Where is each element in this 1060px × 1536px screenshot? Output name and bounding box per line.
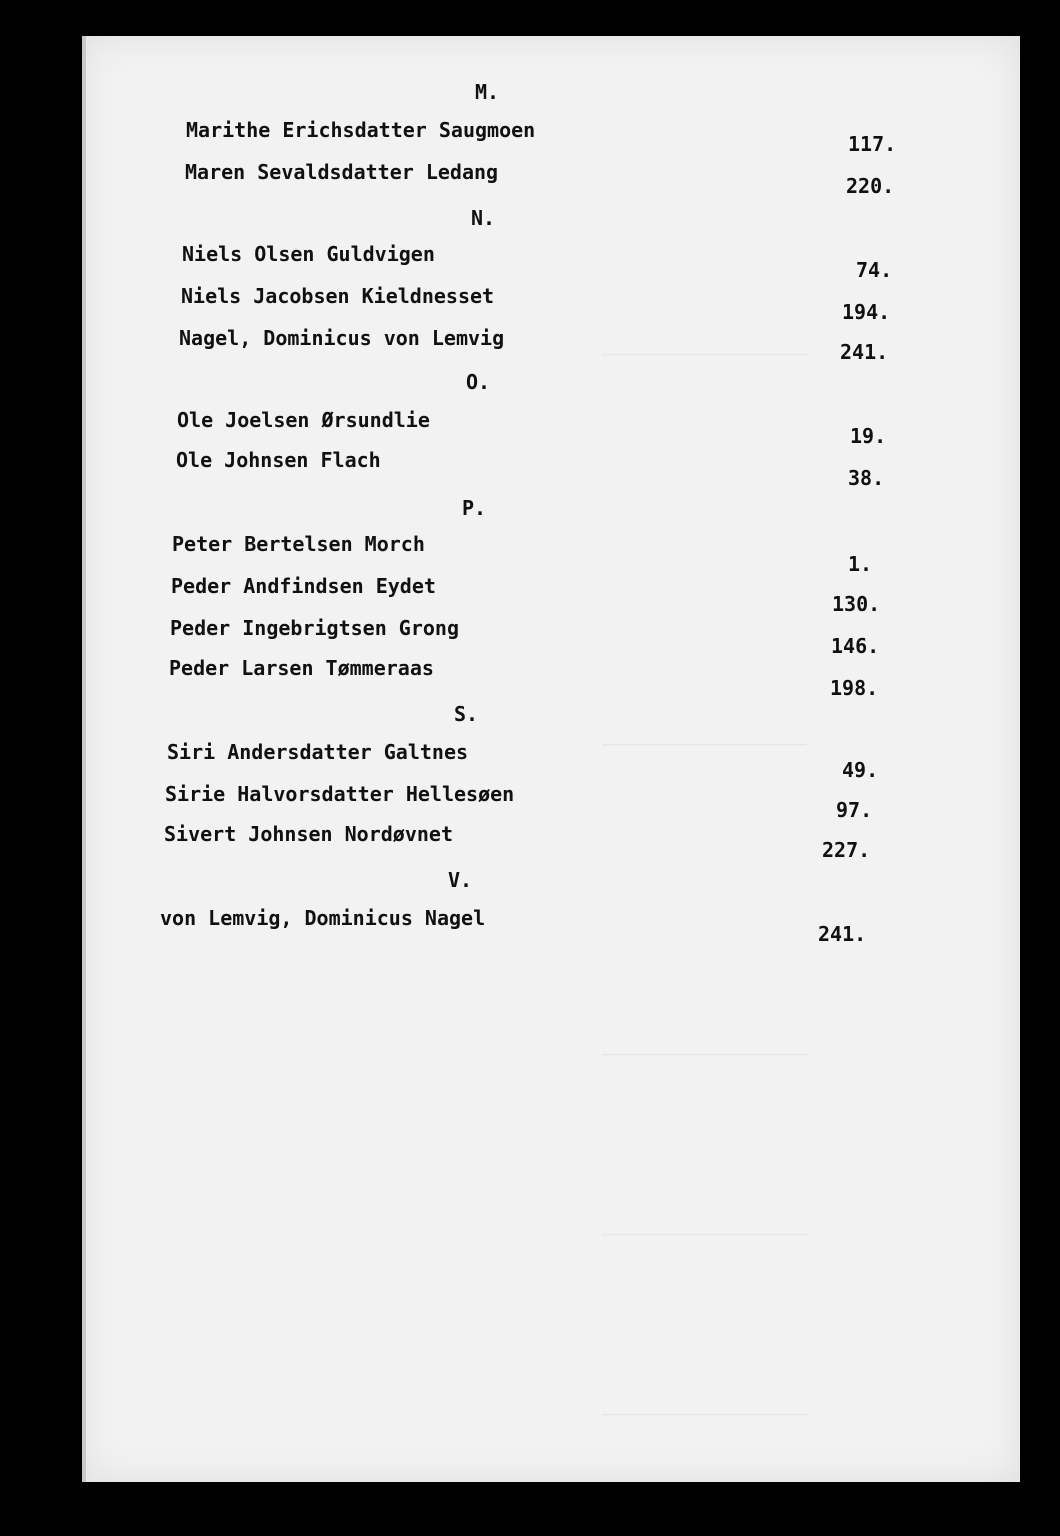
entry-name: Ole Joelsen Ørsundlie — [177, 408, 430, 432]
document-page — [82, 36, 1020, 1482]
bleed-through-text: ____________________ — [602, 1216, 807, 1236]
section-letter: P. — [462, 496, 487, 520]
entry-name: Marithe Erichsdatter Saugmoen — [186, 118, 536, 142]
entry-page: 146. — [831, 634, 880, 658]
section-letter: M. — [475, 80, 500, 104]
entry-name: Peder Ingebrigtsen Grong — [170, 616, 459, 640]
entry-page: 220. — [846, 174, 895, 198]
bleed-through-text: ____________________ — [602, 1036, 807, 1056]
page-edge — [82, 36, 86, 1482]
entry-name: Sirie Halvorsdatter Hellesøen — [165, 782, 515, 806]
entry-name: Siri Andersdatter Galtnes — [167, 740, 469, 764]
section-letter: O. — [466, 370, 491, 394]
entry-page: 38. — [848, 466, 885, 490]
entry-page: 19. — [850, 424, 887, 448]
section-letter: V. — [448, 868, 473, 892]
entry-page: 49. — [842, 758, 879, 782]
entry-page: 198. — [830, 676, 879, 700]
entry-page: 1. — [848, 552, 873, 576]
entry-name: Peter Bertelsen Morch — [172, 532, 425, 556]
bleed-through-text: ____________________ — [602, 336, 807, 356]
entry-name: Ole Johnsen Flach — [176, 448, 381, 472]
entry-page: 97. — [836, 798, 873, 822]
entry-page: 117. — [848, 132, 897, 156]
entry-name: von Lemvig, Dominicus Nagel — [160, 906, 486, 930]
entry-page: 241. — [818, 922, 867, 946]
entry-name: Peder Andfindsen Eydet — [171, 574, 436, 598]
entry-page: 227. — [822, 838, 871, 862]
entry-name: Niels Jacobsen Kieldnesset — [181, 284, 495, 308]
entry-name: Nagel, Dominicus von Lemvig — [179, 326, 505, 350]
entry-name: Niels Olsen Guldvigen — [182, 242, 435, 266]
section-letter: S. — [454, 702, 479, 726]
entry-page: 74. — [856, 258, 893, 282]
entry-page: 194. — [842, 300, 891, 324]
entry-name: Peder Larsen Tømmeraas — [169, 656, 434, 680]
entry-name: Maren Sevaldsdatter Ledang — [185, 160, 499, 184]
entry-page: 130. — [832, 592, 881, 616]
bleed-through-text: ____________________ — [602, 726, 807, 746]
entry-name: Sivert Johnsen Nordøvnet — [164, 822, 453, 846]
bleed-through-text: ____________________ — [602, 1396, 807, 1416]
section-letter: N. — [471, 206, 496, 230]
entry-page: 241. — [840, 340, 889, 364]
